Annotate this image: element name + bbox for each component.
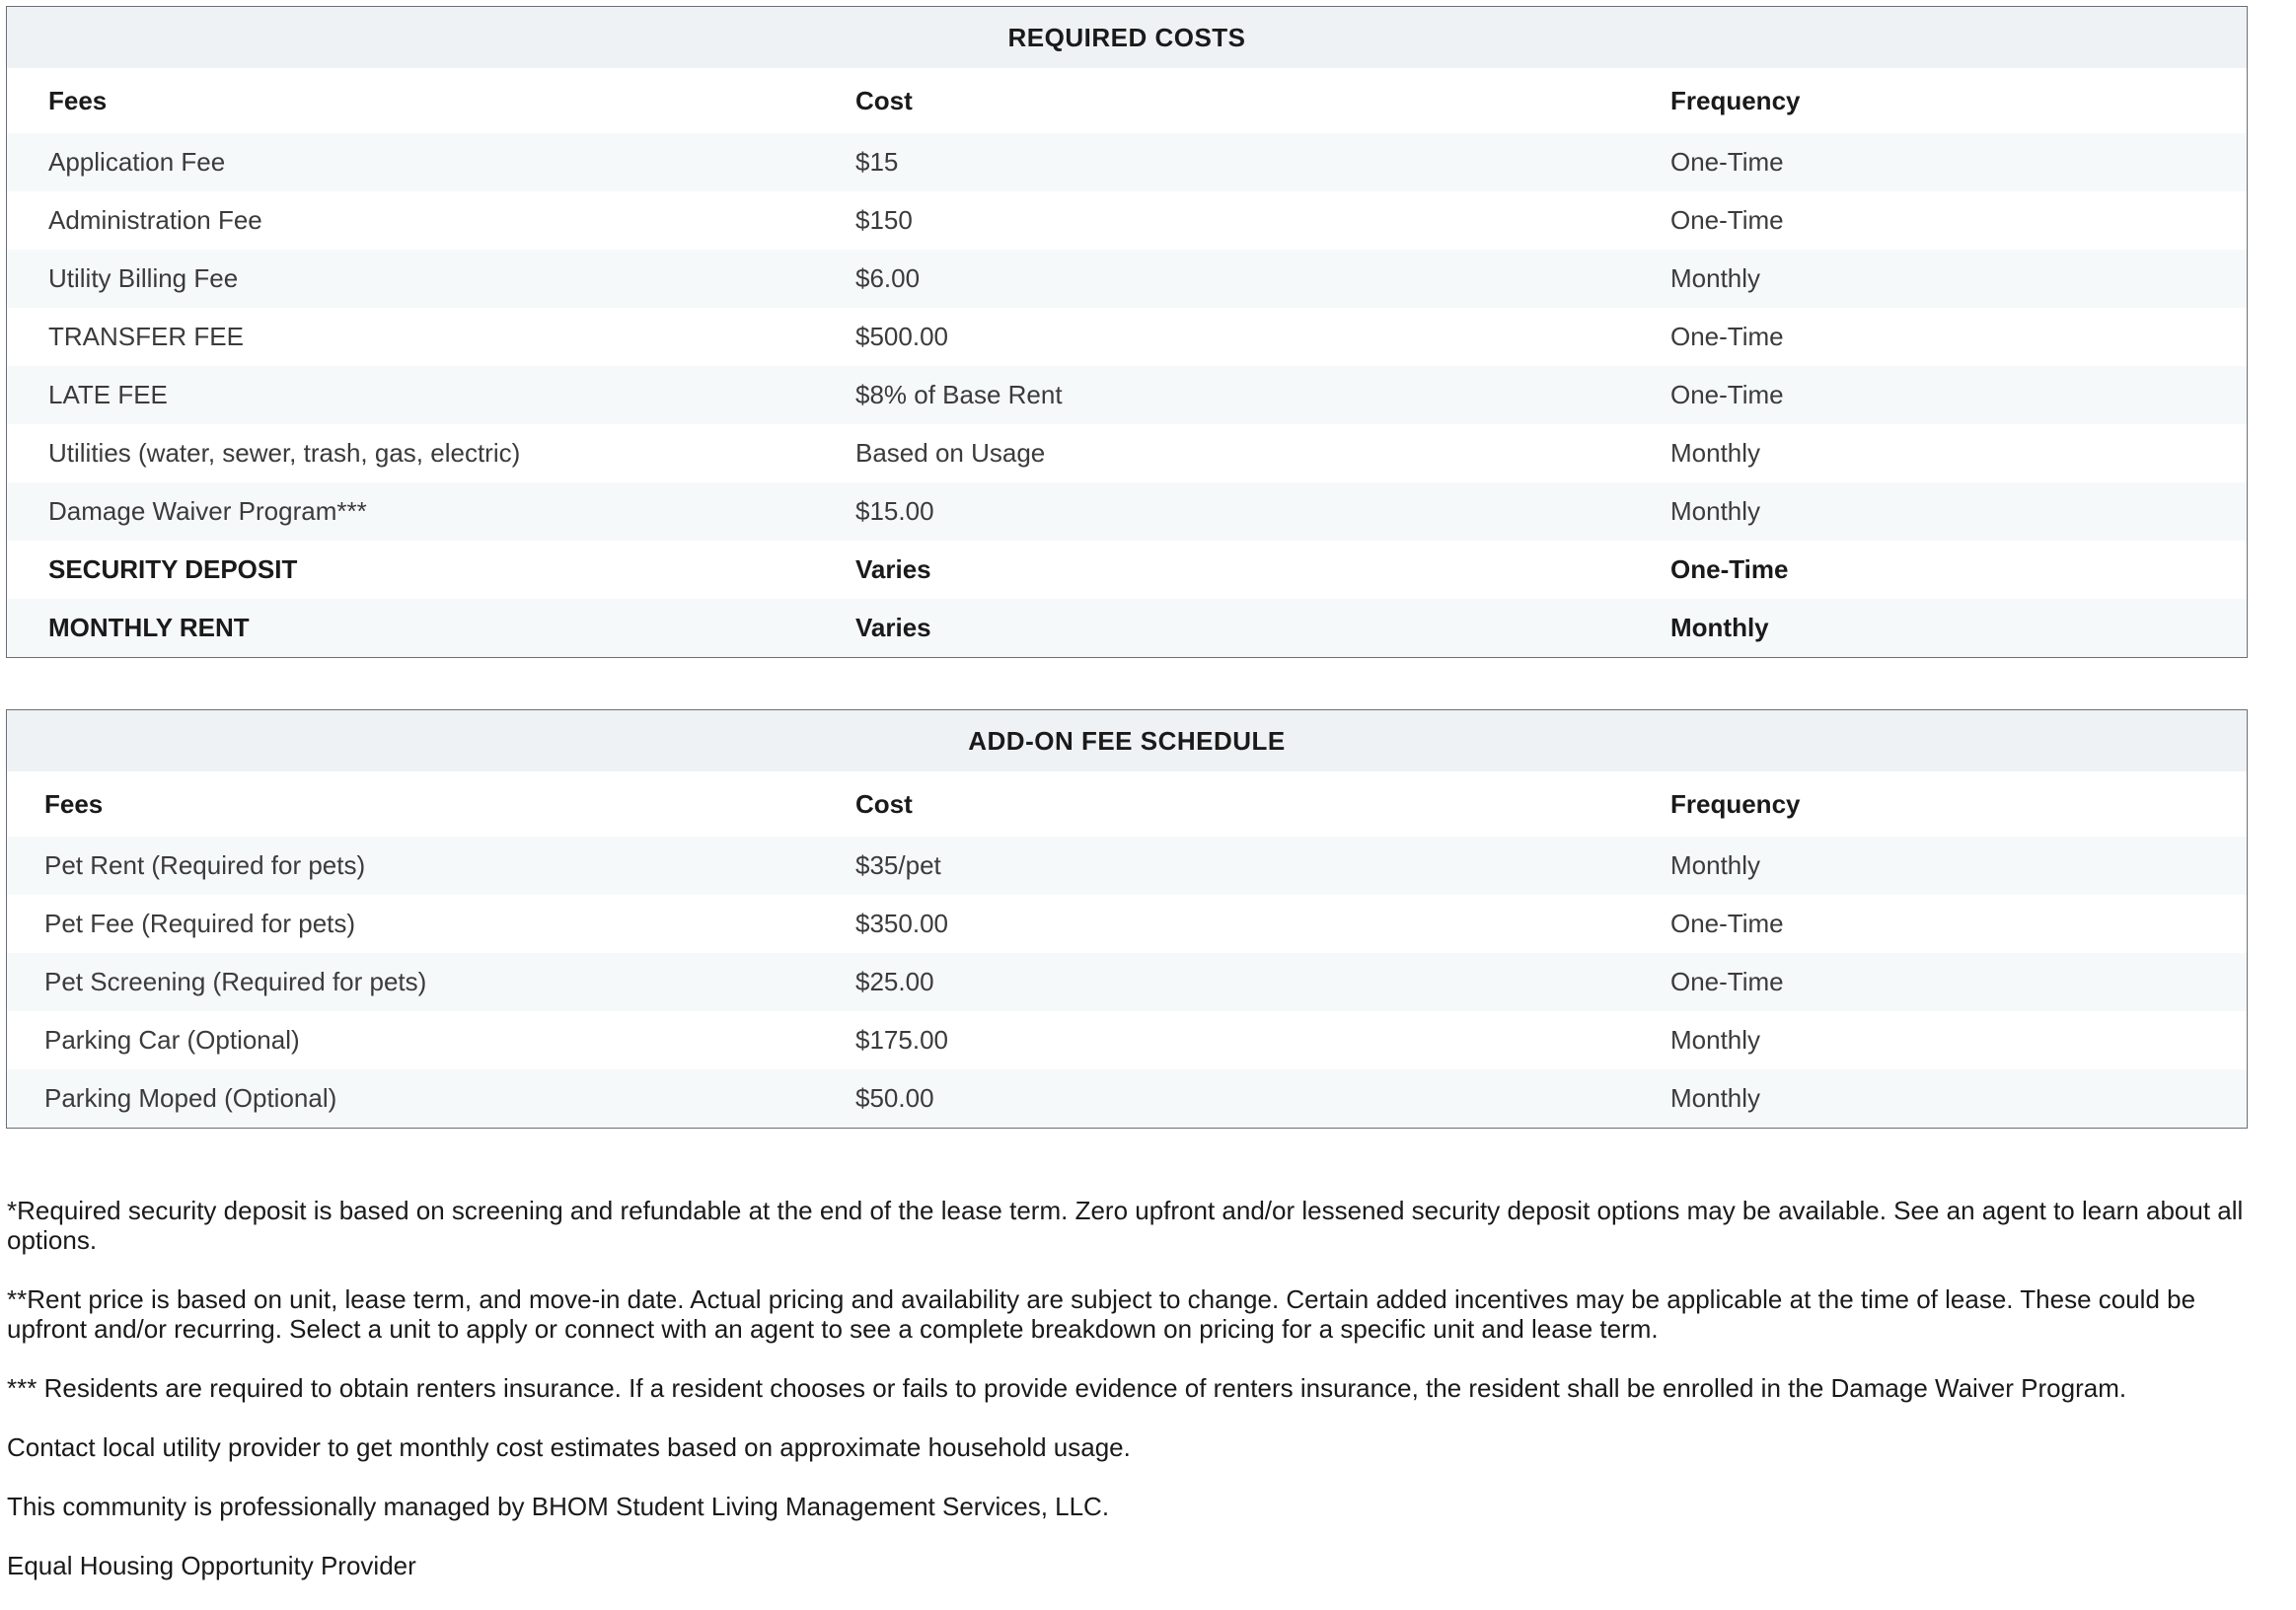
- footnotes: [7, 1196, 2257, 1610]
- fee-name: Pet Rent (Required for pets): [44, 850, 366, 880]
- table-row: [7, 424, 2247, 482]
- fee-cost: $15: [855, 147, 899, 177]
- fee-cost: $50.00: [855, 1083, 934, 1113]
- fee-frequency: One-Time: [1670, 909, 1784, 938]
- fee-cost: $350.00: [855, 909, 948, 938]
- fee-cost: $25.00: [855, 967, 934, 996]
- fee-name: Pet Screening (Required for pets): [44, 967, 427, 996]
- table-row: [7, 133, 2247, 191]
- fee-cost: Varies: [855, 613, 931, 642]
- fee-name: Application Fee: [48, 147, 226, 177]
- table-row: [7, 599, 2247, 657]
- fee-name: LATE FEE: [48, 380, 168, 409]
- table-row: [7, 191, 2247, 250]
- table-row: [7, 1011, 2247, 1069]
- table-header-row: [7, 771, 2247, 837]
- header-cost: Cost: [855, 788, 913, 819]
- table-row: [7, 895, 2247, 953]
- table-row: [7, 837, 2247, 895]
- table-row: [7, 953, 2247, 1011]
- table-row: [7, 250, 2247, 308]
- table-row: [7, 308, 2247, 366]
- fee-frequency: One-Time: [1670, 322, 1784, 351]
- required-costs-table: [6, 6, 2248, 658]
- fee-name: Pet Fee (Required for pets): [44, 909, 356, 938]
- fee-name: Utility Billing Fee: [48, 263, 239, 293]
- fee-cost: $35/pet: [855, 850, 941, 880]
- table-title: REQUIRED COSTS: [7, 7, 2247, 68]
- fee-name: Parking Car (Optional): [44, 1025, 300, 1055]
- fee-name: MONTHLY RENT: [48, 613, 250, 642]
- fee-frequency: One-Time: [1670, 380, 1784, 409]
- table-row: [7, 1069, 2247, 1128]
- fee-frequency: One-Time: [1670, 967, 1784, 996]
- security-deposit-note: *Required security deposit is based on screening and refundable at the end of the lease term. Zero upfront and/or lessened security deposit options may be available. See an agent to learn about all options.: [7, 1196, 2244, 1255]
- fee-name: SECURITY DEPOSIT: [48, 554, 298, 584]
- fee-frequency: Monthly: [1670, 496, 1761, 526]
- table-row: [7, 366, 2247, 424]
- fee-cost: $150: [855, 205, 913, 235]
- fee-frequency: Monthly: [1670, 613, 1769, 642]
- management-note: This community is professionally managed by BHOM Student Living Management Services, LLC.: [7, 1492, 1110, 1521]
- renters-insurance-note: *** Residents are required to obtain renters insurance. If a resident chooses or fails to provide evidence of renters insurance, the resident shall be enrolled in the Damage Waiver Program.: [7, 1373, 2127, 1403]
- fee-name: Damage Waiver Program***: [48, 496, 367, 526]
- fee-frequency: One-Time: [1670, 147, 1784, 177]
- utility-provider-note: Contact local utility provider to get monthly cost estimates based on approximate household usage.: [7, 1432, 1131, 1462]
- fee-frequency: One-Time: [1670, 205, 1784, 235]
- table-title: ADD-ON FEE SCHEDULE: [7, 710, 2247, 771]
- table-row: [7, 482, 2247, 541]
- fee-cost: $6.00: [855, 263, 921, 293]
- fee-cost: Based on Usage: [855, 438, 1046, 468]
- header-frequency: Frequency: [1670, 85, 1801, 115]
- fee-frequency: Monthly: [1670, 850, 1761, 880]
- fee-frequency: One-Time: [1670, 554, 1789, 584]
- fee-cost: $175.00: [855, 1025, 948, 1055]
- header-frequency: Frequency: [1670, 788, 1801, 819]
- fee-cost: Varies: [855, 554, 931, 584]
- fee-frequency: Monthly: [1670, 1025, 1761, 1055]
- addon-fee-schedule-table: [6, 709, 2248, 1129]
- fee-frequency: Monthly: [1670, 438, 1761, 468]
- fee-cost: $8% of Base Rent: [855, 380, 1063, 409]
- fee-name: Administration Fee: [48, 205, 262, 235]
- table-row: [7, 541, 2247, 599]
- fee-cost: $500.00: [855, 322, 948, 351]
- fee-cost: $15.00: [855, 496, 934, 526]
- table-body: [7, 837, 2247, 1128]
- rent-price-note: **Rent price is based on unit, lease term, and move-in date. Actual pricing and availability are subject to change. Certain added incentives may be applicable at the time of lease. These could be upfront and/or recurring. Select a unit to apply or connect with an agent to see a complete breakdown on pricing for a specific unit and lease term.: [7, 1284, 2196, 1344]
- equal-housing-note: Equal Housing Opportunity Provider: [7, 1551, 416, 1580]
- fee-frequency: Monthly: [1670, 263, 1761, 293]
- header-fees: Fees: [44, 788, 104, 819]
- header-fees: Fees: [48, 85, 108, 115]
- fee-name: TRANSFER FEE: [48, 322, 244, 351]
- table-body: [7, 133, 2247, 657]
- header-cost: Cost: [855, 85, 913, 115]
- fee-name: Parking Moped (Optional): [44, 1083, 337, 1113]
- fee-name: Utilities (water, sewer, trash, gas, electric): [48, 438, 521, 468]
- fee-frequency: Monthly: [1670, 1083, 1761, 1113]
- table-header-row: [7, 68, 2247, 133]
